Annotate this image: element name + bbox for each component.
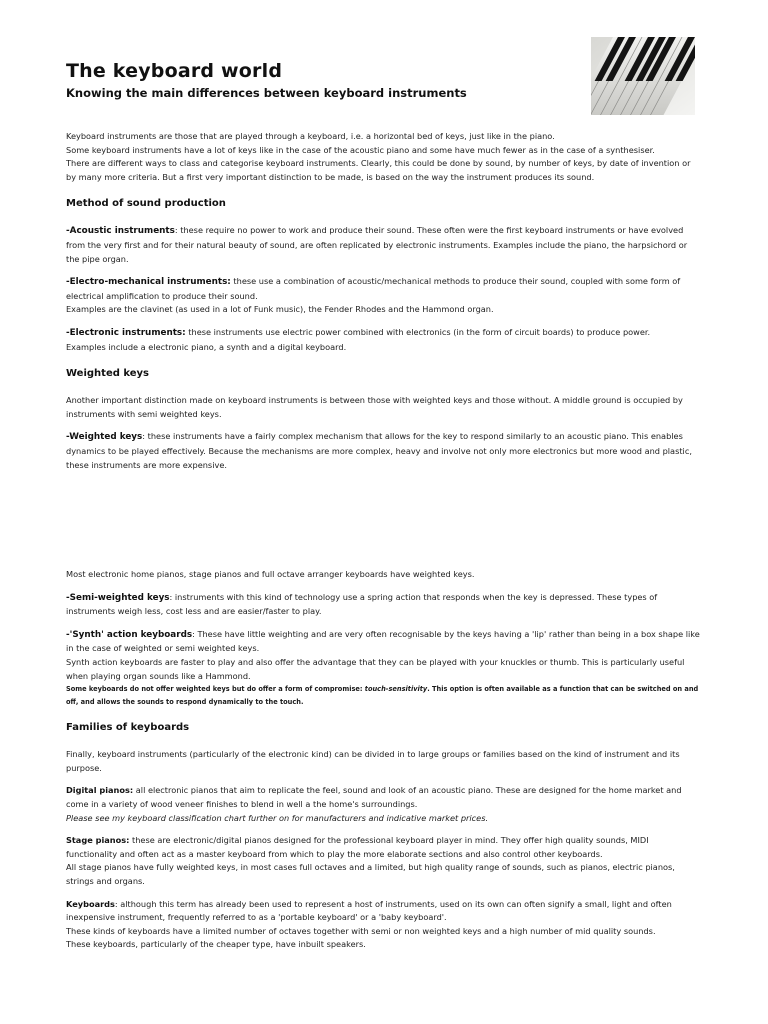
digital-pianos-term: Digital pianos: [66, 785, 134, 796]
keyboards-term: Keyboards [66, 898, 115, 909]
digital-pianos-text: all electronic pianos that aim to replicate the feel, sound and look of an acoustic piano. These are designed for the home market and come in a variety of wood veneer finishes to blend in well a the home's surroundings. [66, 785, 682, 810]
synth-action-paragraph-2: Synth action keyboards are faster to play and also offer the advantage that they can be played with your knuckles or thumb. This is particularly useful when playing organ sounds like a Hammond. [66, 657, 685, 681]
stage-pianos-text: these are electronic/digital pianos designed for the professional keyboard player in mind. They offer high quality sounds, MIDI functionality and often act as a master keyboard from which to play the more elaborate sections and also control other keyboards. [66, 835, 649, 859]
keyboards-paragraph-3: These keyboards, particularly of the cheaper type, have inbuilt speakers. [66, 939, 366, 950]
acoustic-text: : these require no power to work and produce their sound. These often were the first keyboard instruments or have evolved from the very first and for their natural beauty of sound, are often replicated by electronic instruments. Examples include the piano, the harpsichord or the pipe organ. [66, 225, 688, 264]
electromech-examples: Examples are the clavinet (as used in a lot of Funk music), the Fender Rhodes and the Hammond organ. [66, 304, 494, 315]
synth-action-text: : These have little weighting and are very often recognisable by the keys having a 'lip' rather than being in a box shape like in the case of weighted or semi weighted keys. [66, 628, 700, 654]
stage-pianos-paragraph-2: All stage pianos have fully weighted keys, in most cases full octaves and a limited, but high quality range of sounds, such as pianos, electric pianos, strings and organs. [66, 862, 675, 886]
electronic-paragraph [66, 326, 702, 341]
stage-pianos-paragraph [66, 834, 702, 861]
electromech-paragraph [66, 275, 702, 303]
stage-pianos-term: Stage pianos: [66, 835, 130, 846]
weighted-keys-text: : these instruments have a fairly complex mechanism that allows for the key to respond similarly to an acoustic piano. This enables dynamics to be played effectively. Because the mechanisms are more complex, heavy and involve not only more electronics but more wood and plastic, these instruments are more expensive. [66, 431, 692, 470]
acoustic-paragraph [66, 224, 702, 266]
touch-sensitivity-note [66, 683, 702, 708]
electronic-text: these instruments use electric power combined with electronics (in the form of circuit boards) to produce power. [185, 326, 651, 337]
synth-action-term: -'Synth' action keyboards [66, 629, 193, 640]
page-title: The keyboard world [66, 60, 283, 82]
section-heading-sound-production: Method of sound production [66, 198, 226, 210]
note-end: . This option is often available as a function that can be switched on and off, and allows the sounds to respond dynamically to the touch. [66, 685, 699, 706]
section-heading-weighted-keys: Weighted keys [66, 368, 149, 380]
section-heading-families: Families of keyboards [66, 722, 190, 734]
weighted-keys-paragraph [66, 430, 702, 472]
home-pianos-paragraph: Most electronic home pianos, stage pianos and full octave arranger keyboards have weighted keys. [66, 569, 475, 580]
note-start: Some keyboards do not offer weighted keys but do offer a form of compromise: [66, 685, 365, 694]
weighted-intro: Another important distinction made on keyboard instruments is between those with weighted keys and those without. A middle ground is occupied by instruments with semi weighted keys. [66, 395, 683, 419]
intro-paragraph-3: There are different ways to class and categorise keyboard instruments. Clearly, this could be done by sound, by number of keys, by date of invention or by many more criteria. But a first very important distinction to be made, is based on the way the instrument produces its sound. [66, 158, 691, 182]
digital-pianos-note: Please see my keyboard classification chart further on for manufacturers and indicative market prices. [66, 812, 489, 823]
synth-action-paragraph [66, 628, 702, 656]
note-emphasis: touch-sensitivity [364, 685, 428, 694]
keyboards-text: : although this term has already been used to represent a host of instruments, used on its own can often signify a small, light and often inexpensive instrument, frequently referred to as a 'portable keyboard' or a 'baby keyboard'. [66, 898, 672, 923]
keyboards-paragraph [66, 898, 702, 925]
electromech-text: these use a combination of acoustic/mechanical methods to produce their sound, coupled with some form of electrical amplification to produce their sound. [66, 276, 681, 301]
keyboards-paragraph-2: These kinds of keyboards have a limited number of octaves together with semi or non weighted keys and a high number of mid quality sounds. [66, 925, 656, 936]
piano-keys-photo-icon [591, 37, 695, 115]
semi-weighted-term: -Semi-weighted keys [66, 592, 170, 603]
weighted-keys-term: -Weighted keys [66, 432, 143, 443]
electromech-term: -Electro-mechanical instruments: [66, 277, 231, 288]
page-subtitle: Knowing the main differences between keyboard instruments [66, 86, 467, 100]
digital-pianos-paragraph [66, 784, 702, 811]
families-intro: Finally, keyboard instruments (particularly of the electronic kind) can be divided in to large groups or families based on the kind of instrument and its purpose. [66, 749, 680, 773]
document-body [66, 130, 702, 952]
electronic-term: -Electronic instruments: [66, 327, 186, 338]
electronic-examples: Examples include a electronic piano, a synth and a digital keyboard. [66, 341, 347, 352]
acoustic-term: -Acoustic instruments [66, 226, 175, 237]
semi-weighted-paragraph [66, 591, 702, 619]
intro-paragraph-2: Some keyboard instruments have a lot of keys like in the case of the acoustic piano and some have much fewer as in the case of a synthesiser. [66, 144, 655, 155]
intro-paragraph-1: Keyboard instruments are those that are played through a keyboard, i.e. a horizontal bed of keys, just like in the piano. [66, 131, 555, 141]
semi-weighted-text: : instruments with this kind of technology use a spring action that responds when the key is depressed. These types of instruments weigh less, cost less and are easier/faster to play. [66, 591, 658, 617]
